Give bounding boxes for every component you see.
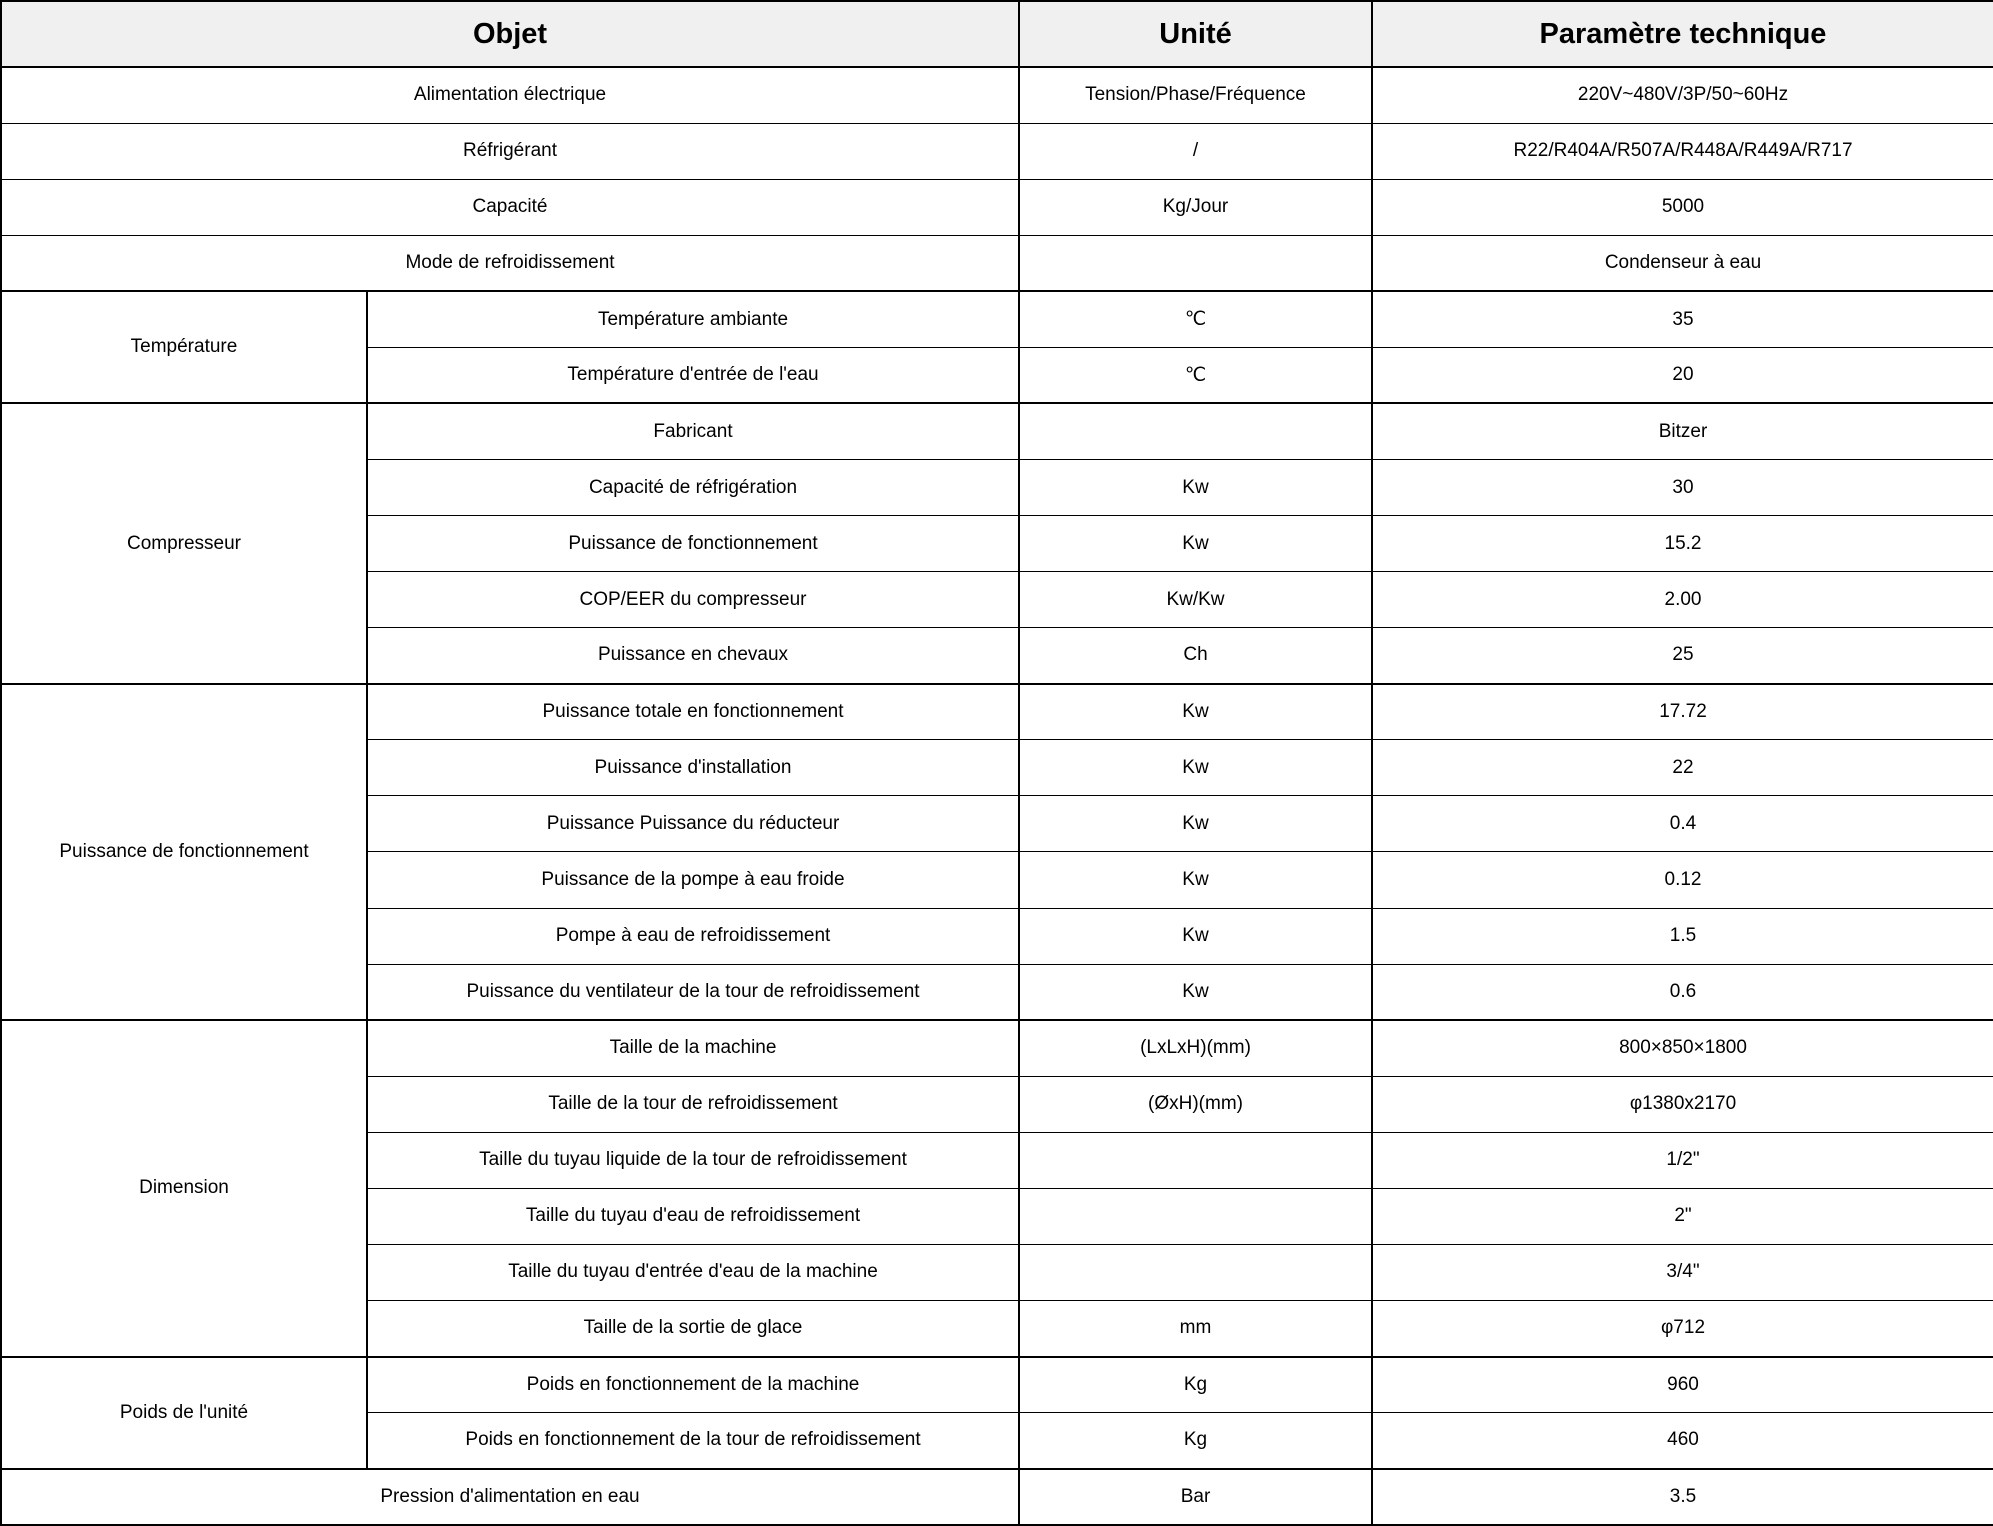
table-row — [1, 67, 1993, 123]
spec-label: COP/EER du compresseur — [367, 572, 1019, 628]
spec-value: 22 — [1372, 740, 1993, 796]
spec-label: Puissance en chevaux — [367, 628, 1019, 684]
spec-label: Température d'entrée de l'eau — [367, 347, 1019, 403]
spec-label: Fabricant — [367, 403, 1019, 459]
spec-value: 960 — [1372, 1357, 1993, 1413]
spec-unit — [1019, 1244, 1372, 1300]
spec-label: Taille de la tour de refroidissement — [367, 1076, 1019, 1132]
spec-value: 2" — [1372, 1188, 1993, 1244]
spec-label: Taille du tuyau d'eau de refroidissement — [367, 1188, 1019, 1244]
spec-label: Taille de la sortie de glace — [367, 1300, 1019, 1356]
spec-value: 460 — [1372, 1413, 1993, 1469]
spec-value: Bitzer — [1372, 403, 1993, 459]
spec-label: Puissance de fonctionnement — [367, 516, 1019, 572]
spec-label: Mode de refroidissement — [1, 235, 1019, 291]
spec-value: φ712 — [1372, 1300, 1993, 1356]
spec-unit: Kw — [1019, 796, 1372, 852]
spec-unit: Kg — [1019, 1357, 1372, 1413]
spec-unit: Kg/Jour — [1019, 179, 1372, 235]
spec-unit: Kw — [1019, 740, 1372, 796]
spec-unit: Kw — [1019, 852, 1372, 908]
spec-unit: Kw — [1019, 684, 1372, 740]
spec-unit: Kw — [1019, 516, 1372, 572]
group-cell-dimension: Dimension — [1, 1020, 367, 1356]
spec-unit: / — [1019, 123, 1372, 179]
spec-value: 3/4" — [1372, 1244, 1993, 1300]
spec-label: Capacité — [1, 179, 1019, 235]
spec-label: Capacité de réfrigération — [367, 460, 1019, 516]
table-row — [1, 1469, 1993, 1525]
spec-label: Puissance du ventilateur de la tour de refroidissement — [367, 964, 1019, 1020]
spec-unit: Kw/Kw — [1019, 572, 1372, 628]
spec-label: Pompe à eau de refroidissement — [367, 908, 1019, 964]
spec-label: Puissance d'installation — [367, 740, 1019, 796]
spec-unit: Kw — [1019, 964, 1372, 1020]
spec-value: 35 — [1372, 291, 1993, 347]
spec-value: 15.2 — [1372, 516, 1993, 572]
spec-label: Alimentation électrique — [1, 67, 1019, 123]
spec-unit: Kw — [1019, 460, 1372, 516]
header-row — [1, 1, 1993, 67]
spec-label: Puissance de la pompe à eau froide — [367, 852, 1019, 908]
table-row — [1, 123, 1993, 179]
spec-unit — [1019, 235, 1372, 291]
spec-unit: Ch — [1019, 628, 1372, 684]
table-row — [1, 179, 1993, 235]
spec-unit: Kg — [1019, 1413, 1372, 1469]
spec-unit — [1019, 1188, 1372, 1244]
group-cell-temperature: Température — [1, 291, 367, 403]
spec-label: Température ambiante — [367, 291, 1019, 347]
spec-label: Taille du tuyau liquide de la tour de refroidissement — [367, 1132, 1019, 1188]
spec-unit: (LxLxH)(mm) — [1019, 1020, 1372, 1076]
column-header-unite: Unité — [1019, 1, 1372, 67]
spec-value: φ1380x2170 — [1372, 1076, 1993, 1132]
spec-value: 0.4 — [1372, 796, 1993, 852]
spec-value: 5000 — [1372, 179, 1993, 235]
spec-value: 0.6 — [1372, 964, 1993, 1020]
spec-label: Poids en fonctionnement de la tour de refroidissement — [367, 1413, 1019, 1469]
table-row — [1, 291, 1993, 347]
spec-value: 800×850×1800 — [1372, 1020, 1993, 1076]
spec-value: 25 — [1372, 628, 1993, 684]
spec-unit: ℃ — [1019, 291, 1372, 347]
spec-unit: mm — [1019, 1300, 1372, 1356]
spec-unit: Bar — [1019, 1469, 1372, 1525]
table-row — [1, 235, 1993, 291]
group-cell-puissance-fonctionnement: Puissance de fonctionnement — [1, 684, 367, 1020]
group-cell-compresseur: Compresseur — [1, 403, 367, 683]
spec-value: Condenseur à eau — [1372, 235, 1993, 291]
table-row — [1, 1357, 1993, 1413]
spec-unit — [1019, 1132, 1372, 1188]
spec-value: 220V~480V/3P/50~60Hz — [1372, 67, 1993, 123]
spec-value: 20 — [1372, 347, 1993, 403]
spec-value: 1.5 — [1372, 908, 1993, 964]
spec-value: 30 — [1372, 460, 1993, 516]
spec-label: Taille du tuyau d'entrée d'eau de la machine — [367, 1244, 1019, 1300]
spec-label: Puissance totale en fonctionnement — [367, 684, 1019, 740]
column-header-parametre: Paramètre technique — [1372, 1, 1993, 67]
spec-label: Réfrigérant — [1, 123, 1019, 179]
spec-unit: Kw — [1019, 908, 1372, 964]
spec-unit: Tension/Phase/Fréquence — [1019, 67, 1372, 123]
group-cell-poids-unite: Poids de l'unité — [1, 1357, 367, 1469]
spec-unit — [1019, 403, 1372, 459]
table-row — [1, 1020, 1993, 1076]
spec-label: Puissance Puissance du réducteur — [367, 796, 1019, 852]
spec-value: 2.00 — [1372, 572, 1993, 628]
spec-value: R22/R404A/R507A/R448A/R449A/R717 — [1372, 123, 1993, 179]
spec-label: Poids en fonctionnement de la machine — [367, 1357, 1019, 1413]
table-row — [1, 403, 1993, 459]
table-row — [1, 684, 1993, 740]
spec-label: Pression d'alimentation en eau — [1, 1469, 1019, 1525]
column-header-objet: Objet — [1, 1, 1019, 67]
spec-value: 0.12 — [1372, 852, 1993, 908]
spec-value: 17.72 — [1372, 684, 1993, 740]
spec-unit: ℃ — [1019, 347, 1372, 403]
spec-unit: (ØxH)(mm) — [1019, 1076, 1372, 1132]
spec-label: Taille de la machine — [367, 1020, 1019, 1076]
spec-value: 1/2" — [1372, 1132, 1993, 1188]
spec-value: 3.5 — [1372, 1469, 1993, 1525]
